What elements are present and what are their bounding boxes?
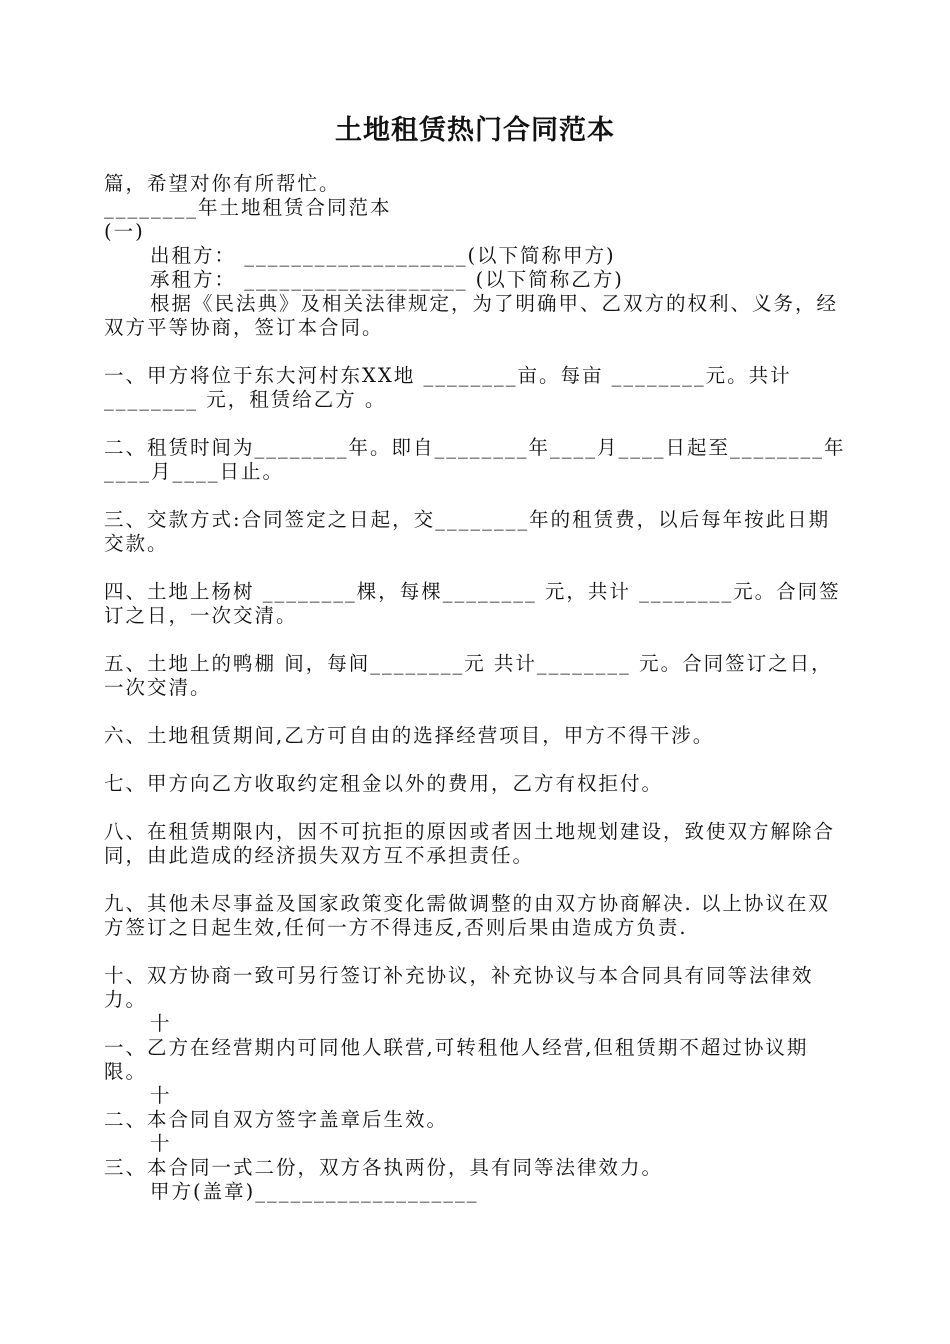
clause-10: 十、双方协商一致可另行签订补充协议，补充协议与本合同具有同等法律效力。 <box>104 964 814 1011</box>
clause-11: 一、乙方在经营期内可同他人联营,可转租他人经营,但租赁期不超过协议期限。 <box>104 1036 809 1083</box>
clause-5: 五、土地上的鸭棚 间，每间________元 共计________ 元。合同签订之日，一次交清。 <box>104 652 833 699</box>
clause-3: 三、交款方式:合同签定之日起，交________年的租赁费，以后每年按此日期交款。 <box>104 508 831 555</box>
intro-line: 篇，希望对你有所帮忙。 <box>104 172 341 195</box>
contract-subtitle: ________年土地租赁合同范本 <box>104 196 392 219</box>
clause-7: 七、甲方向乙方收取约定租金以外的费用，乙方有权拒付。 <box>104 772 664 795</box>
clause-12: 二、本合同自双方签字盖章后生效。 <box>104 1108 449 1131</box>
clause-2: 二、租赁时间为________年。即自________年____月____日起至________年____月____日止。 <box>104 436 846 483</box>
clause-9: 九、其他未尽事益及国家政策变化需做调整的由双方协商解决. 以上协议在双方签订之日起生效,任何一方不得违反,否则后果由造成方负责. <box>104 892 830 939</box>
preamble-paragraph: 根据《民法典》及相关法律规定，为了明确甲、乙双方的权利、义务，经双方平等协商，签订本合同。 <box>104 292 839 339</box>
part-label: (一) <box>104 220 145 243</box>
clause-4: 四、土地上杨树 ________棵，每棵________ 元，共计 ________元。合同签订之日，一次交清。 <box>104 580 841 627</box>
clause-1: 一、甲方将位于东大河村东XX地 ________亩。每亩 ________元。共计________ 元，租赁给乙方 。 <box>104 364 792 411</box>
clause-11-marker: 十 <box>150 1012 172 1035</box>
clause-8: 八、在租赁期限内，因不可抗拒的原因或者因土地规划建设，致使双方解除合同，由此造成的经济损失双方互不承担责任。 <box>104 820 836 867</box>
clause-6: 六、土地租赁期间,乙方可自由的选择经营项目，甲方不得干涉。 <box>104 724 715 747</box>
party-a-signature: 甲方(盖章)___________________ <box>150 1180 479 1203</box>
document-title: 土地租赁热门合同范本 <box>335 115 615 146</box>
document-body <box>104 172 849 1204</box>
lessor-line: 出租方： ___________________(以下简称甲方) <box>150 244 616 267</box>
clause-13-marker: 十 <box>150 1132 172 1155</box>
clause-13: 三、本合同一式二份，双方各执两份，具有同等法律效力。 <box>104 1156 664 1179</box>
lessee-line: 承租方： ___________________ (以下简称乙方) <box>150 268 624 291</box>
clause-12-marker: 十 <box>150 1084 172 1107</box>
